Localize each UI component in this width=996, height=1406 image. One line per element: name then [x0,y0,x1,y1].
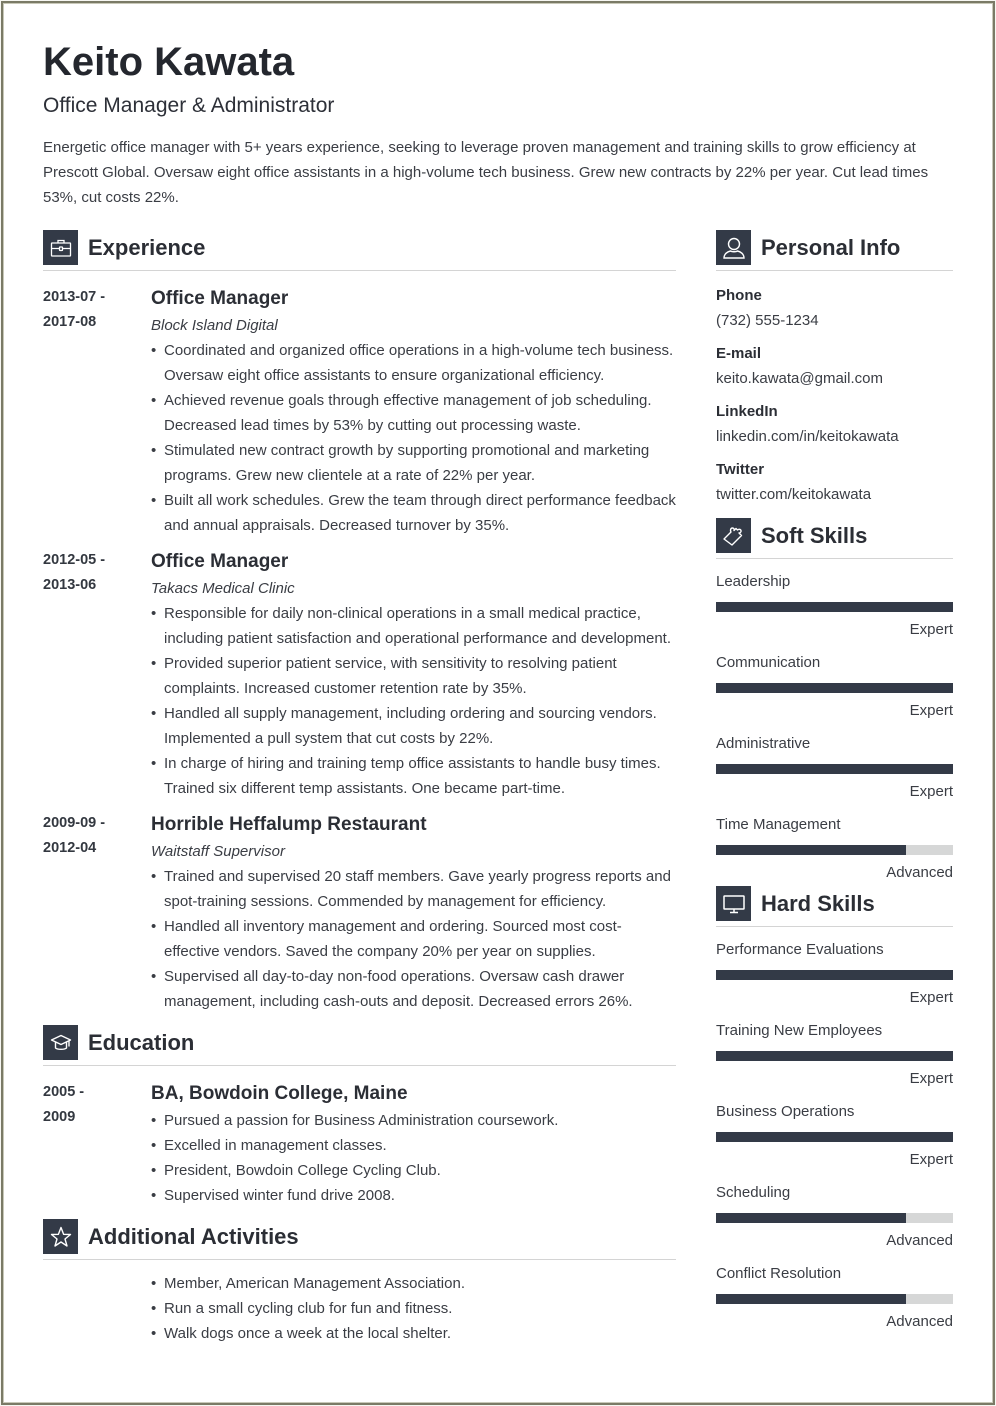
bullet-item: • Run a small cycling club for fun and fitness. [151,1296,676,1321]
soft-skills-header [716,518,953,559]
hard-skills-section [716,886,953,1342]
company-name: Waitstaff Supervisor [151,843,285,860]
twitter-label: Twitter [716,461,765,478]
bullet-item: • Supervised all day-to-day non-food operations. Oversaw cash drawer management, including cash-outs and deposit. Decreased errors 26%. [151,964,676,1014]
email-label: E-mail [716,345,762,362]
bullet-list [151,601,676,801]
skill-item: Leadership Expert [716,569,953,650]
bullet-list [151,1271,676,1346]
bullet-item: • Built all work schedules. Grew the team through direct performance feedback and annual appraisals. Decreased turnover by 35%. [151,488,676,538]
bullet-item: • Stimulated new contract growth by supporting promotional and marketing programs. Grew new clientele at a rate of 22% per year. [151,438,676,488]
skill-level: Expert [909,989,953,1006]
bullet-item: • Responsible for daily non-clinical operations in a small medical practice, including patient satisfaction and operational performance and development. [151,601,676,651]
experience-section [43,230,676,1014]
twitter-value: twitter.com/keitokawata [716,486,872,503]
skill-level: Expert [909,621,953,638]
job-title: Horrible Heffalump Restaurant [151,814,427,835]
graduation-cap-icon [43,1025,78,1060]
personal-info-header [716,230,953,271]
experience-entry [43,811,676,1014]
skill-item: Performance Evaluations Expert [716,937,953,1018]
experience-header [43,230,676,271]
personal-info-section [716,230,953,507]
personal-info-title: Personal Info [761,235,901,260]
puzzle-piece-icon [716,518,751,553]
skill-level: Advanced [886,864,953,881]
soft-skills-title: Soft Skills [761,523,868,548]
linkedin-value: linkedin.com/in/keitokawata [716,428,899,445]
education-title: Education [88,1030,195,1055]
bullet-item: • Achieved revenue goals through effective management of job scheduling. Decreased lead times by 53% by cutting out processing waste. [151,388,676,438]
activities-header [43,1219,676,1260]
bullet-item: • Supervised winter fund drive 2008. [151,1183,676,1208]
experience-entry [43,285,676,538]
bullet-item: • President, Bowdoin College Cycling Club. [151,1158,676,1183]
bullet-item: • Coordinated and organized office operations in a high-volume tech business. Oversaw eight office assistants to ensure organizational efficiency. [151,338,676,388]
education-entry [43,1080,676,1208]
company-name: Takacs Medical Clinic [151,580,295,597]
job-title: Office Manager [151,288,289,309]
skill-level: Expert [909,1070,953,1087]
bullet-list [151,338,676,538]
bullet-item: • Excelled in management classes. [151,1133,676,1158]
skill-item: Training New Employees Expert [716,1018,953,1099]
bullet-item: • Provided superior patient service, with sensitivity to resolving patient complaints. Increased customer retention rate by 35%. [151,651,676,701]
bullet-list [151,864,676,1014]
skill-item: Scheduling Advanced [716,1180,953,1261]
skill-bar [716,970,953,980]
bullet-item: • In charge of hiring and training temp office assistants to handle busy times. Trained six different temp assistants. One became part-time. [151,751,676,801]
hard-skills-header [716,886,953,927]
skill-item: Business Operations Expert [716,1099,953,1180]
skill-bar [716,845,953,855]
entry-dates: 2013-07 - 2017-08 [43,289,106,330]
entry-dates: 2012-05 - 2013-06 [43,552,106,593]
skill-item: Conflict Resolution Advanced [716,1261,953,1342]
bullet-item: • Trained and supervised 20 staff members. Gave yearly progress reports and spot-training sessions. Commended by management for efficiency. [151,864,676,914]
experience-entry [43,548,676,801]
skill-item: Communication Expert [716,650,953,731]
bullet-list [151,1108,676,1208]
briefcase-icon [43,230,78,265]
candidate-title: Office Manager & Administrator [43,94,335,117]
skill-level: Expert [909,1151,953,1168]
soft-skills-section [716,518,953,886]
bullet-item: • Handled all supply management, including ordering and sourcing vendors. Implemented a pull system that cut costs by 22%. [151,701,676,751]
job-title: Office Manager [151,551,289,572]
main-column [43,230,676,1346]
skill-level: Expert [909,702,953,719]
education-header [43,1025,676,1066]
skill-bar [716,683,953,693]
skill-bar [716,602,953,612]
degree-title: BA, Bowdoin College, Maine [151,1083,408,1104]
star-icon [43,1219,78,1254]
bullet-item: • Pursued a passion for Business Administration coursework. [151,1108,676,1133]
summary: Energetic office manager with 5+ years experience, seeking to leverage proven management and training skills to grow efficiency at Prescott Global. Oversaw eight office assistants in a high-volume tech business. Grew new contracts by 22% per year. Cut lead times 53%, cut costs 22%. [43,139,929,206]
skill-level: Expert [909,783,953,800]
skill-item: Administrative Expert [716,731,953,812]
skill-bar [716,1132,953,1142]
hard-skills-title: Hard Skills [761,891,875,916]
linkedin-label: LinkedIn [716,403,778,420]
candidate-name: Keito Kawata [43,40,295,84]
entry-dates: 2005 - 2009 [43,1084,85,1125]
skill-item: Time Management Advanced [716,812,953,886]
skill-bar [716,1051,953,1061]
skill-bar [716,1213,953,1223]
sidebar-column [716,230,953,1342]
experience-title: Experience [88,235,206,260]
skill-level: Advanced [886,1232,953,1249]
skill-bar [716,1294,953,1304]
phone-value: (732) 555-1234 [716,312,819,329]
skill-bar [716,764,953,774]
bullet-item: • Handled all inventory management and ordering. Sourced most cost-effective vendors. Saved the company 20% per year on supplies. [151,914,676,964]
bullet-item: • Member, American Management Association. [151,1271,676,1296]
activities-title: Additional Activities [88,1224,299,1249]
bullet-item: • Walk dogs once a week at the local shelter. [151,1321,676,1346]
activities-section [43,1219,676,1346]
phone-label: Phone [716,287,762,304]
company-name: Block Island Digital [151,317,278,334]
monitor-icon [716,886,751,921]
email-value: keito.kawata@gmail.com [716,370,883,387]
entry-dates: 2009-09 - 2012-04 [43,815,106,856]
skill-level: Advanced [886,1313,953,1330]
user-icon [716,230,751,265]
education-section [43,1025,676,1208]
